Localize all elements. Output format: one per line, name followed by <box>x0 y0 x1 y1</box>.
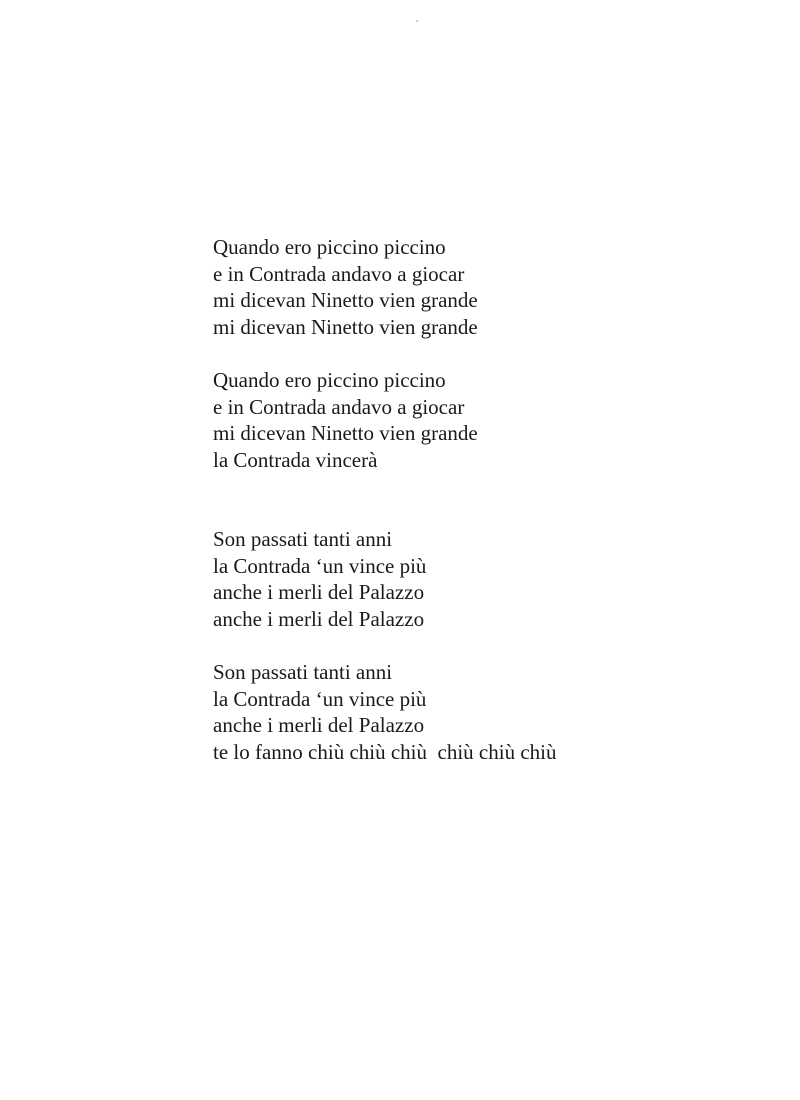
poem-line: e in Contrada andavo a giocar <box>213 394 465 419</box>
stanza-2 <box>213 367 557 473</box>
stanza-4 <box>213 659 557 765</box>
poem-line: mi dicevan Ninetto vien grande <box>213 288 478 312</box>
poem-line: la Contrada vincerà <box>213 447 378 472</box>
poem-text <box>213 234 557 765</box>
stanza-3 <box>213 526 557 632</box>
poem-line: Quando ero piccino piccino <box>213 235 446 259</box>
poem-line: Son passati tanti anni <box>213 527 393 551</box>
paper-speck <box>416 20 418 22</box>
stanza-gap <box>213 340 557 367</box>
stanza-gap <box>213 473 557 526</box>
stanza-1 <box>213 234 557 340</box>
poem-line: mi dicevan Ninetto vien grande <box>213 314 478 339</box>
poem-line: anche i merli del Palazzo <box>213 713 425 737</box>
poem-line: te lo fanno chiù chiù chiù chiù chiù chiù <box>213 739 557 764</box>
poem-line: anche i merli del Palazzo <box>213 606 425 631</box>
poem-line: la Contrada ‘un vince più <box>213 553 427 578</box>
stanza-gap <box>213 632 557 659</box>
poem-line: Quando ero piccino piccino <box>213 368 446 392</box>
poem-line: anche i merli del Palazzo <box>213 580 425 604</box>
poem-line: mi dicevan Ninetto vien grande <box>213 421 478 445</box>
poem-line: e in Contrada andavo a giocar <box>213 261 465 286</box>
poem-line: la Contrada ‘un vince più <box>213 686 427 711</box>
poem-line: Son passati tanti anni <box>213 660 393 684</box>
